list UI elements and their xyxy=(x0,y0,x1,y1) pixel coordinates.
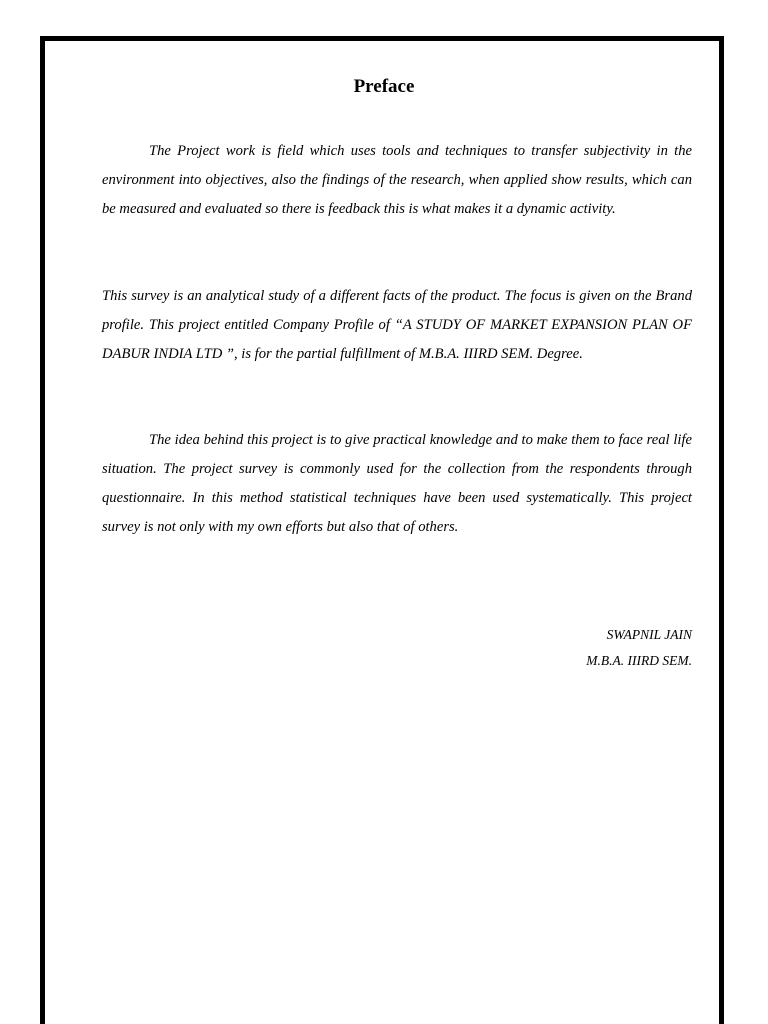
page-title: Preface xyxy=(353,76,415,97)
paragraph-idea: The idea behind this project is to give practical knowledge and to make them to face real life situation. The project survey is commonly used for the collection from the respondents through questionnaire. In this method statistical techniques have been used systematically. This project survey is not only with my own efforts but also that of others. xyxy=(102,432,692,535)
signature-name: SWAPNIL JAIN xyxy=(606,627,692,642)
paragraph-intro: The Project work is field which uses tools and techniques to transfer subjectivity in the environment into objectives, also the findings of the research, when applied show results, which can be measured and evaluated so there is feedback this is what makes it a dynamic activity. xyxy=(102,143,692,217)
paragraph-survey: This survey is an analytical study of a different facts of the product. The focus is given on the Brand profile. This project entitled Company Profile of “A STUDY OF MARKET EXPANSION PLAN OF DABUR INDIA LTD ”, is for the partial fulfillment of M.B.A. IIIRD SEM. Degree. xyxy=(102,288,692,362)
signature-course: M.B.A. IIIRD SEM. xyxy=(586,653,692,668)
